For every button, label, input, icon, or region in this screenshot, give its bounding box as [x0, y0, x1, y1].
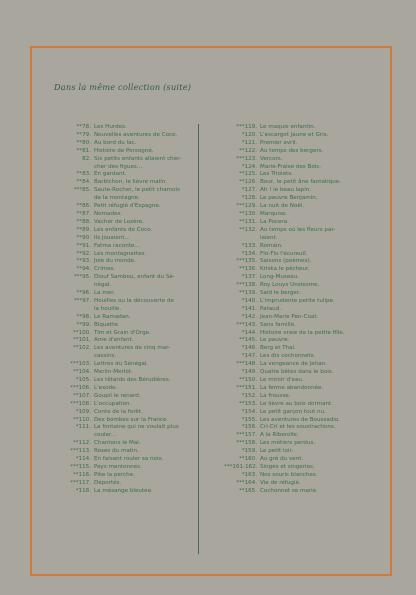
- entry-title: L'imprudente petite tulipe.: [260, 297, 335, 304]
- entry-title: cassins.: [94, 353, 117, 360]
- entry-title: Vacher de Lozère.: [94, 218, 144, 225]
- catalog-entry: [224, 385, 394, 393]
- entry-number: *154.: [241, 408, 257, 415]
- entry-title: Saisons (poèmes).: [260, 258, 312, 265]
- catalog-entry: [58, 179, 191, 187]
- entry-number: 82.: [82, 155, 91, 162]
- entry-title: En faisant rouler sa noix.: [94, 456, 164, 463]
- entry-number: **94.: [76, 266, 91, 273]
- catalog-entry: [224, 156, 394, 164]
- entry-title: Des bombes sur la France.: [94, 416, 169, 423]
- catalog-entry: [58, 337, 191, 345]
- catalog-entry: [224, 424, 394, 432]
- entry-title: La mésange bleutée.: [94, 487, 153, 494]
- entry-number: ***119.: [236, 124, 257, 130]
- entry-number: *152.: [241, 392, 257, 399]
- entry-title: Les enfants de Coco.: [94, 226, 153, 233]
- entry-number: [58, 353, 94, 361]
- catalog-entry: [58, 251, 191, 259]
- entry-number: *114.: [75, 456, 91, 463]
- entry-number: [58, 164, 94, 172]
- catalog-entry: [224, 219, 394, 227]
- entry-title: Les dix cochonnets.: [260, 353, 316, 360]
- catalog-entry: [224, 456, 394, 464]
- catalog-entry: [224, 314, 394, 322]
- entry-number: [58, 195, 94, 203]
- catalog-entry: [224, 164, 394, 172]
- entry-number: **122.: [238, 147, 257, 154]
- entry-number: *124.: [241, 163, 257, 170]
- entry-title: Nos souris blanches.: [260, 471, 318, 478]
- entry-number: *163.: [241, 471, 257, 478]
- entry-title: Six petits enfants allaient cher-: [94, 155, 182, 162]
- entry-number: *109.: [75, 408, 91, 415]
- entry-number: *141.: [241, 305, 257, 312]
- entry-title: La vengeance de Jehan.: [260, 361, 328, 368]
- entry-title: Le lièvre au bois dormant.: [260, 400, 334, 407]
- entry-number: *137.: [241, 274, 257, 281]
- catalog-entry: [58, 195, 191, 203]
- catalog-entry: [58, 156, 191, 164]
- entry-title: Crimes.: [94, 266, 116, 273]
- entry-number: **79.: [76, 131, 91, 138]
- catalog-entry: [224, 417, 394, 425]
- entry-number: **100.: [72, 329, 91, 336]
- catalog-entry: [224, 203, 394, 211]
- catalog-entry: [224, 195, 394, 203]
- catalog-entry: [58, 353, 191, 361]
- catalog-entry: [224, 393, 394, 401]
- entry-number: **80.: [76, 139, 91, 146]
- entry-number: *155.: [241, 416, 257, 423]
- catalog-entry: [224, 290, 394, 298]
- entry-number: **125.: [238, 171, 257, 178]
- entry-number: *127.: [241, 187, 257, 194]
- entry-title: Cochonnet se marie.: [260, 487, 318, 494]
- catalog-entry: [224, 464, 394, 472]
- entry-number: ***103.: [70, 361, 91, 368]
- entry-title: Au bord du lac.: [94, 139, 137, 146]
- catalog-entry: [58, 472, 191, 480]
- entry-number: *149.: [241, 369, 257, 376]
- entry-title: Saïd le berger.: [260, 290, 301, 297]
- entry-title: Berg et Thal.: [260, 345, 296, 352]
- entry-title: Lettres du Sénégal.: [94, 361, 149, 368]
- entry-title: Houilles ou la découverte de: [94, 297, 174, 304]
- catalog-entry: [58, 377, 191, 385]
- catalog-entry: [58, 393, 191, 401]
- catalog-entry: [58, 274, 191, 282]
- catalog-entry: [224, 353, 394, 361]
- entry-title: Diouf Sambou, enfant du Sé-: [94, 274, 175, 281]
- entry-number: ***138.: [236, 282, 257, 289]
- catalog-entry: [58, 448, 191, 456]
- catalog-entry: [58, 314, 191, 322]
- catalog-entry: [58, 369, 191, 377]
- catalog-entry: [58, 417, 191, 425]
- entry-title: Joie du monde.: [94, 258, 136, 265]
- entry-number: **116.: [72, 471, 91, 478]
- entry-title: Le maquis enfantin.: [260, 124, 316, 130]
- entry-number: *156.: [241, 424, 257, 431]
- catalog-entry: [224, 480, 394, 488]
- catalog-entry: [58, 164, 191, 172]
- entry-number: *159.: [241, 448, 257, 455]
- catalog-entry: [224, 124, 394, 132]
- entry-number: ***117.: [70, 479, 91, 486]
- entry-title: Vie de réfugié.: [260, 479, 301, 486]
- entry-number: **84.: [76, 179, 91, 186]
- entry-number: **87.: [76, 210, 91, 217]
- catalog-entry: [58, 424, 191, 432]
- entry-title: A la Riberolle.: [260, 432, 299, 439]
- catalog-entry: [58, 480, 191, 488]
- catalog-entry: [58, 235, 191, 243]
- entry-title: Kriska le pêcheur.: [260, 266, 310, 273]
- entry-title: Marquise.: [260, 210, 288, 217]
- entry-title: Les Hurdes.: [94, 124, 127, 130]
- entry-number: **88.: [76, 218, 91, 225]
- entry-title: En gardant.: [94, 171, 127, 178]
- entry-title: La nuit de Noël.: [260, 203, 305, 210]
- catalog-entry: [224, 337, 394, 345]
- catalog-entry: [58, 282, 191, 290]
- entry-title: Les aventures de Boussadio.: [260, 416, 340, 423]
- entry-number: ***161-162.: [224, 463, 258, 470]
- catalog-entry: [224, 282, 394, 290]
- entry-title: Le miroir d'eau.: [260, 377, 304, 383]
- entry-number: **78.: [76, 124, 91, 130]
- entry-title: Vercors.: [260, 155, 283, 162]
- entry-number: **112.: [72, 440, 91, 447]
- entry-title: Jean-Marie Pen-Coat.: [260, 313, 319, 320]
- catalog-entry: [224, 448, 394, 456]
- catalog-entry: [224, 140, 394, 148]
- entry-number: **110.: [72, 416, 91, 423]
- catalog-entry: [224, 235, 394, 243]
- entry-title: Biquette.: [94, 321, 120, 328]
- entry-number: **93.: [76, 258, 91, 265]
- catalog-entry: [58, 227, 191, 235]
- entry-number: **91.: [76, 242, 91, 249]
- entry-number: *105.: [75, 377, 91, 383]
- entry-title: Les Triolets.: [260, 171, 293, 178]
- entry-title: Roy Louys Unziesme.: [260, 282, 320, 289]
- entry-number: ***95.: [73, 274, 91, 281]
- entry-number: **126.: [238, 179, 257, 186]
- catalog-entry: [58, 345, 191, 353]
- entry-title: L'exode.: [94, 384, 118, 391]
- entry-title: La frousse.: [260, 392, 291, 399]
- catalog-entry: [58, 456, 191, 464]
- entry-title: Le Ramadan.: [94, 313, 131, 320]
- entry-number: **145.: [238, 337, 257, 344]
- entry-title: Conte de la forêt.: [94, 408, 143, 415]
- catalog-entry: [58, 464, 191, 472]
- catalog-entry: [58, 330, 191, 338]
- catalog-entry: [58, 409, 191, 417]
- entry-title: Le petit loir.: [260, 448, 294, 455]
- entry-number: **139.: [238, 290, 257, 297]
- entry-title: Déportés.: [94, 479, 122, 486]
- entry-title: La fontaine qui ne voulait plus: [94, 424, 179, 431]
- catalog-entry: [58, 322, 191, 330]
- catalog-entry: [58, 243, 191, 251]
- entry-title: Romain.: [260, 242, 283, 249]
- catalog-column-left: [58, 124, 191, 496]
- entry-title: Sans famille.: [260, 321, 296, 328]
- catalog-entry: [58, 440, 191, 448]
- entry-title: Tim et Grain d'Orge.: [94, 329, 151, 336]
- entry-title: laient.: [260, 234, 278, 241]
- catalog-entry: [58, 211, 191, 219]
- catalog-column-right: [224, 124, 394, 496]
- entry-title: négal.: [94, 282, 112, 289]
- entry-title: Pays mentonnes.: [94, 463, 142, 470]
- entry-number: ***135.: [236, 258, 257, 265]
- entry-number: *134.: [241, 250, 257, 257]
- entry-number: *146.: [241, 345, 257, 352]
- entry-title: Au gré du vent.: [260, 456, 304, 463]
- catalog-entry: [224, 322, 394, 330]
- catalog-entry: [58, 432, 191, 440]
- entry-number: **81.: [76, 147, 91, 154]
- entry-number: ***108.: [70, 400, 91, 407]
- entry-title: Nouvelles aventures de Coco.: [94, 131, 178, 138]
- catalog-entry: [58, 488, 191, 496]
- entry-number: **89.: [76, 226, 91, 233]
- entry-title: Long-Museau.: [260, 274, 300, 281]
- entry-title: Barbichon, le lièvre malin.: [94, 179, 168, 186]
- catalog-entry: [224, 227, 394, 235]
- entry-title: La ferme abandonnée.: [260, 384, 324, 391]
- entry-number: **98.: [76, 313, 91, 320]
- entry-title: couler...: [94, 432, 117, 439]
- entry-number: **131.: [238, 218, 257, 225]
- entry-title: Chantons le Mai.: [94, 440, 141, 447]
- entry-title: Ame d'enfant.: [94, 337, 134, 344]
- entry-number: ***129.: [236, 203, 257, 210]
- entry-number: ***113.: [70, 448, 91, 455]
- catalog-entry: [58, 290, 191, 298]
- entry-number: **153.: [238, 400, 257, 407]
- entry-title: Goupil le renard.: [94, 392, 141, 399]
- catalog-entry: [58, 132, 191, 140]
- catalog-entry: [58, 124, 191, 132]
- entry-number: *128.: [241, 195, 257, 202]
- entry-title: Marie-Fraise des Bois.: [260, 163, 321, 170]
- catalog-entry: [224, 345, 394, 353]
- entry-number: *111.: [75, 424, 91, 431]
- entry-title: Pataud.: [260, 305, 282, 312]
- entry-title: L'escargot Jaune et Gris.: [260, 131, 329, 138]
- entry-title: Le pauvre Benjamin.: [260, 195, 318, 202]
- catalog-entry: [224, 440, 394, 448]
- entry-number: ***123.: [236, 155, 257, 162]
- catalog-entry: [224, 298, 394, 306]
- catalog-entry: [58, 385, 191, 393]
- entry-title: Au temps des bergers.: [260, 147, 324, 154]
- entry-title: cher des figues...: [94, 163, 143, 170]
- entry-title: Ah ! le beau lapin.: [260, 187, 312, 194]
- entry-number: **104.: [72, 369, 91, 376]
- entry-title: Ils jouaient...: [94, 234, 130, 241]
- catalog-entry: [224, 179, 394, 187]
- entry-number: *142.: [241, 313, 257, 320]
- entry-number: ***115.: [70, 463, 91, 470]
- entry-number: *121.: [241, 139, 257, 146]
- entry-title: Petit réfugié d'Espagne.: [94, 203, 161, 210]
- entry-title: Nomades.: [94, 210, 123, 217]
- catalog-entry: [224, 266, 394, 274]
- catalog-entry: [224, 401, 394, 409]
- entry-title: Flo-Flo l'écureuil.: [260, 250, 308, 257]
- entry-number: *120.: [241, 131, 257, 138]
- catalog-entry: [224, 330, 394, 338]
- catalog-entry: [224, 472, 394, 480]
- entry-number: *118.: [75, 487, 91, 494]
- entry-number: *140.: [241, 297, 257, 304]
- catalog-entry: [58, 148, 191, 156]
- entry-title: Pike la perche.: [94, 471, 135, 478]
- catalog-entry: [58, 401, 191, 409]
- entry-number: **96.: [76, 290, 91, 297]
- catalog-entry: [58, 140, 191, 148]
- catalog-entry: [224, 488, 394, 496]
- catalog-entry: [224, 377, 394, 385]
- catalog-entry: [58, 361, 191, 369]
- entry-number: ***97.: [73, 297, 91, 304]
- entry-number: ***164.: [236, 479, 257, 486]
- entry-title: La mer.: [94, 290, 115, 297]
- entry-number: **107.: [72, 392, 91, 399]
- entry-number: **136.: [238, 266, 257, 273]
- entry-title: Bour, le petit âne fantatique.: [260, 179, 341, 186]
- entry-title: Singes et singeries.: [260, 463, 315, 470]
- entry-number: [224, 235, 260, 243]
- entry-number: ***148.: [236, 361, 257, 368]
- entry-number: **90.: [76, 234, 91, 241]
- entry-title: Cri-Cri et les soustractions.: [260, 424, 336, 431]
- entry-title: Quatre bêtes dans le bois.: [260, 369, 334, 376]
- entry-number: *147.: [241, 353, 257, 360]
- catalog-entry: [224, 211, 394, 219]
- catalog-entry: [58, 298, 191, 306]
- entry-number: **86.: [76, 203, 91, 210]
- catalog-entry: [224, 132, 394, 140]
- entry-number: **150.: [238, 377, 257, 383]
- entry-number: **99.: [76, 321, 91, 328]
- catalog-entry: [224, 148, 394, 156]
- entry-number: ***106.: [70, 384, 91, 391]
- entry-number: **83.: [76, 171, 91, 178]
- entry-number: ***158.: [236, 440, 257, 447]
- entry-number: *133.: [241, 242, 257, 249]
- entry-number: **102.: [72, 345, 91, 352]
- entry-title: Roses du matin.: [94, 448, 139, 455]
- entry-title: Au temps où les fleurs par-: [260, 226, 336, 233]
- entry-number: **160.: [238, 456, 257, 463]
- catalog-entry: [224, 243, 394, 251]
- entry-title: Premier avril.: [260, 139, 298, 146]
- entry-number: [58, 282, 94, 290]
- entry-title: Histoire de Porsogné.: [94, 147, 154, 154]
- entry-title: Les têtards des Bérudières.: [94, 377, 171, 383]
- catalog-entry: [224, 369, 394, 377]
- entry-title: Les aventures de cinq mar-: [94, 345, 171, 352]
- entry-number: ***151.: [236, 384, 257, 391]
- entry-title: Le pauvre.: [260, 337, 290, 344]
- entry-title: Histoire vraie de la petite fille.: [260, 329, 345, 336]
- entry-number: **101.: [72, 337, 91, 344]
- catalog-entry: [224, 409, 394, 417]
- entry-number: ***157.: [236, 432, 257, 439]
- entry-number: ***85.: [73, 187, 91, 194]
- entry-title: Saute-Rocher, le petit chamois: [94, 187, 181, 194]
- catalog-entry: [58, 306, 191, 314]
- catalog-entry: [58, 219, 191, 227]
- entry-number: **130.: [238, 210, 257, 217]
- entry-number: **165.: [238, 487, 257, 494]
- page-heading: Dans la même collection (suite): [54, 82, 192, 92]
- entry-title: L'occupation.: [94, 400, 132, 407]
- catalog-entry: [224, 361, 394, 369]
- catalog-entry: [224, 306, 394, 314]
- entry-title: Le petit garçon tout nu.: [260, 408, 326, 415]
- entry-number: ***143.: [236, 321, 257, 328]
- entry-number: **92.: [76, 250, 91, 257]
- catalog-entry: [224, 187, 394, 195]
- catalog-entry: [58, 203, 191, 211]
- entry-title: Fatma raconte...: [94, 242, 140, 249]
- entry-title: la houille.: [94, 305, 122, 312]
- entry-title: Les métiers perdus.: [260, 440, 316, 447]
- entry-title: Merlin-Merlot.: [94, 369, 133, 376]
- entry-title: La Pocera.: [260, 218, 289, 225]
- entry-number: **132.: [238, 226, 257, 233]
- entry-number: [58, 432, 94, 440]
- entry-title: Les montagnettes.: [94, 250, 147, 257]
- catalog-entry: [224, 274, 394, 282]
- catalog-entry: [58, 187, 191, 195]
- catalog-entry: [58, 258, 191, 266]
- column-divider: [198, 124, 199, 554]
- entry-title: de la montagne.: [94, 195, 140, 202]
- entry-number: [58, 306, 94, 314]
- entry-number: *144.: [241, 329, 257, 336]
